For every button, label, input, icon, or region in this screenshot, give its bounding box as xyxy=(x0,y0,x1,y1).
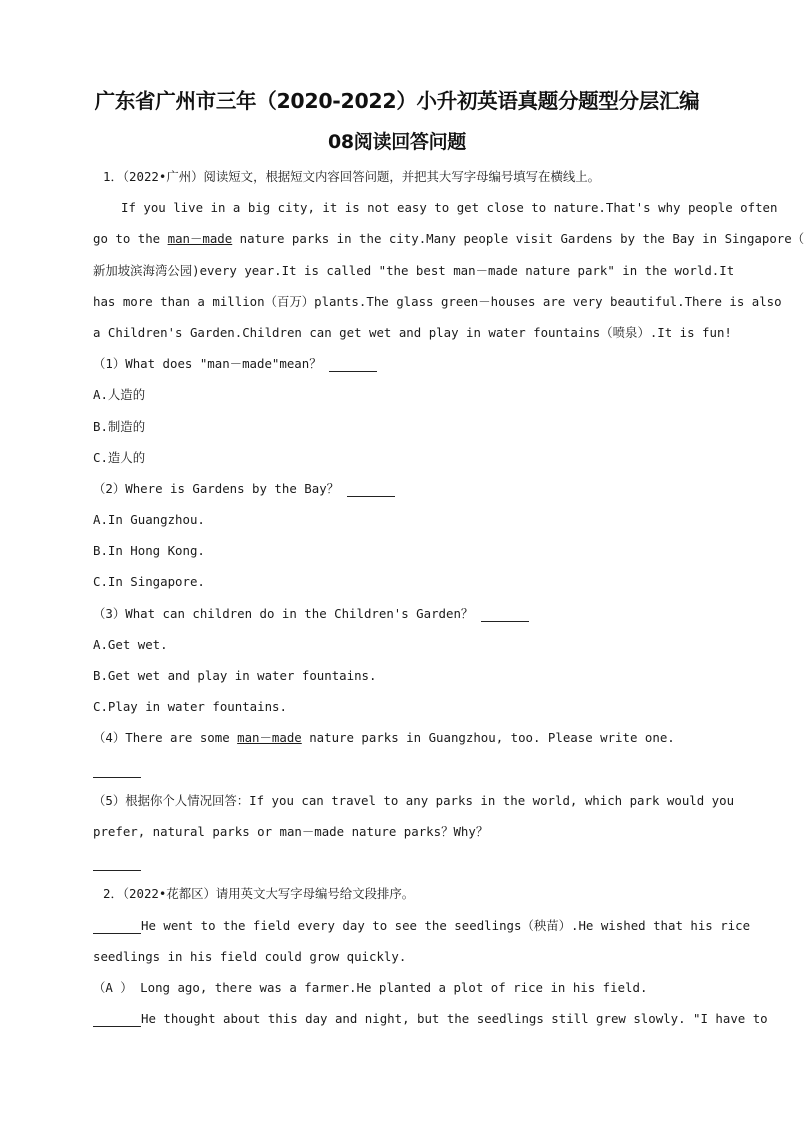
passage-line xyxy=(93,223,804,254)
sub-question-1 xyxy=(93,348,719,379)
ordering-text: He thought about this day and night, but the seedlings still grew slowly. "I have to xyxy=(141,1011,768,1027)
option: C.Play in water fountains. xyxy=(93,699,287,715)
ordering-item: （A ） Long ago, there was a farmer.He planted a plot of rice in his field. xyxy=(93,979,648,995)
answer-line xyxy=(93,754,719,785)
option: A.Get wet. xyxy=(93,636,168,652)
answer-line xyxy=(93,847,719,878)
answer-blank[interactable] xyxy=(93,917,141,934)
option: A.In Guangzhou. xyxy=(93,512,205,528)
underlined-term: man－made xyxy=(237,730,302,746)
question-text: （3）What can children do in the Children's Garden？ xyxy=(93,605,474,621)
sub-question-5: （5）根据你个人情况回答：If you can travel to any parks in the world, which park would you xyxy=(93,792,735,808)
question-text: nature parks in Guangzhou, too. Please write one. xyxy=(301,730,675,746)
passage-line: 新加坡滨海湾公园)every year.It is called "the best man－made nature park" in the world.It xyxy=(93,262,735,278)
sub-question-3 xyxy=(93,598,719,629)
passage-line: has more than a million（百万）plants.The glass green－houses are very beautiful.There is also xyxy=(93,293,782,309)
answer-blank[interactable] xyxy=(329,355,377,372)
ordering-item xyxy=(93,910,751,941)
passage-text: nature parks in the city.Many people visit Gardens by the Bay in Singapore（ xyxy=(232,231,804,247)
question-1-header: 1．（2022•广州）阅读短文，根据短文内容回答问题，并把其大写字母编号填写在横线上。 xyxy=(103,169,601,184)
passage-line: If you live in a big city, it is not easy to get close to nature.That's why people often xyxy=(121,200,778,216)
option: B.制造的 xyxy=(93,418,146,434)
underlined-term: man－made xyxy=(167,231,233,247)
question-text: （2）Where is Gardens by the Bay？ xyxy=(93,480,340,496)
question-text: （4）There are some xyxy=(93,730,238,746)
option: C.造人的 xyxy=(93,449,146,465)
option: B.In Hong Kong. xyxy=(93,543,205,559)
answer-blank[interactable] xyxy=(481,605,529,622)
sub-question-2 xyxy=(93,473,719,504)
ordering-item-cont: seedlings in his field could grow quickly. xyxy=(93,948,407,964)
question-2-header: 2．（2022•花都区）请用英文大写字母编号给文段排序。 xyxy=(103,886,415,902)
option: B.Get wet and play in water fountains. xyxy=(93,668,377,683)
document-body xyxy=(93,161,804,1034)
ordering-item xyxy=(93,1003,768,1034)
sub-question-4 xyxy=(93,722,719,753)
answer-blank[interactable] xyxy=(93,854,141,871)
answer-blank[interactable] xyxy=(93,761,141,778)
sub-question-5-cont: prefer, natural parks or man－made nature parks？Why？ xyxy=(93,823,489,839)
document-title: 广东省广州市三年（2020-2022）小升初英语真题分题型分层汇编 xyxy=(94,89,700,113)
passage-line: a Children's Garden.Children can get wet and play in water fountains（喷泉）.It is fun! xyxy=(93,324,732,340)
passage-text: go to the xyxy=(93,231,168,247)
question-text: （1）What does "man－made"mean？ xyxy=(93,356,322,372)
answer-blank[interactable] xyxy=(93,1010,141,1027)
document-subtitle: 08阅读回答问题 xyxy=(327,131,467,153)
ordering-text: He went to the field every day to see the seedlings（秧苗）.He wished that his rice xyxy=(141,917,751,933)
answer-blank[interactable] xyxy=(347,480,395,497)
option: C.In Singapore. xyxy=(93,574,205,590)
option: A.人造的 xyxy=(93,387,146,403)
